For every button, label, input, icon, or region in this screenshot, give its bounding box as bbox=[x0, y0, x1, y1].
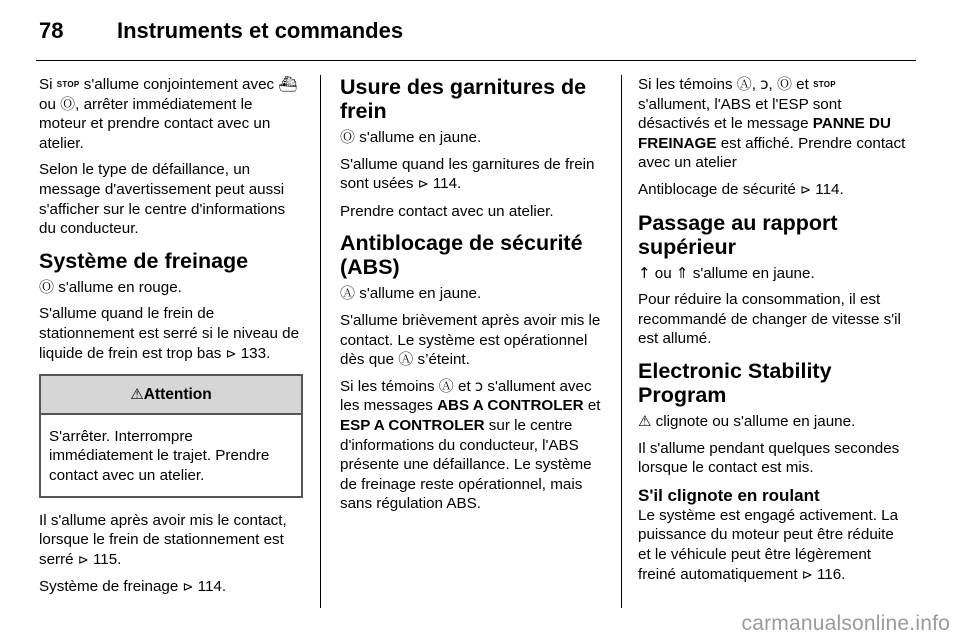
page-ref-icon: ⊳ bbox=[77, 552, 89, 568]
page-ref-icon: ⊳ bbox=[225, 346, 237, 362]
esp-off-icon: ↄ bbox=[760, 75, 769, 93]
paragraph: Système de freinage ⊳ 114. bbox=[39, 578, 227, 596]
watermark: carmanualsonline.info bbox=[741, 612, 950, 635]
heading-upshift: Passage au rapport supérieur bbox=[638, 210, 838, 259]
paragraph: Si les témoins Ⓐ et ↄ s'allument avec les messages ABS A CONTROLER et ESP A CONTROLER sur le centre d'informations du conducteur, l'ABS présente une défaillance. Le système de freinage reste opérationnel, mais sans régulation ABS. bbox=[340, 376, 601, 513]
abs-icon: Ⓐ bbox=[438, 376, 454, 395]
header-rule bbox=[36, 60, 916, 61]
column-1 bbox=[39, 75, 303, 605]
paragraph: S'allume brièvement après avoir mis le contact. Le système est opérationnel dès que Ⓐ s’éteint. bbox=[340, 311, 601, 369]
page-ref-icon: ⊳ bbox=[801, 567, 813, 583]
warning-triangle-icon: ⚠ bbox=[130, 385, 144, 404]
page-title: Instruments et commandes bbox=[117, 18, 404, 43]
column-2 bbox=[340, 75, 606, 521]
paragraph: Le système est engagé activement. La puissance du moteur peut être réduite et le véhicule peut être légèrement freiné automatiquement ⊳ 116. bbox=[638, 506, 899, 583]
page-number: 78 bbox=[39, 18, 64, 43]
attention-body: S'arrêter. Interrompre immédiatement le trajet. Prendre contact avec un atelier. bbox=[49, 427, 270, 484]
page-header bbox=[39, 18, 403, 44]
paragraph: Il s'allume après avoir mis le contact, lorsque le frein de stationnement est serré ⊳ 115. bbox=[39, 511, 287, 568]
paragraph: ↑ ou ⇑ s'allume en jaune. bbox=[638, 263, 815, 282]
attention-header: ⚠Attention bbox=[41, 376, 301, 415]
paragraph: Antiblocage de sécurité ⊳ 114. bbox=[638, 180, 844, 198]
paragraph: Selon le type de défaillance, un message d'avertissement peut aussi s'afficher sur le centre d'informations du conducteur. bbox=[39, 161, 286, 238]
heading-brake-pad-wear: Usure des garnitures de frein bbox=[340, 75, 587, 123]
paragraph: Prendre contact avec un atelier. bbox=[340, 202, 554, 220]
heading-blinking: S'il clignote en roulant bbox=[638, 485, 820, 505]
page-ref-icon: ⊳ bbox=[182, 580, 194, 596]
paragraph: S'allume quand les garnitures de frein sont usées ⊳ 114. bbox=[340, 155, 595, 193]
heading-brake-system: Système de freinage bbox=[39, 248, 249, 273]
brake-warning-icon: Ⓞ bbox=[39, 277, 55, 296]
attention-box bbox=[39, 374, 303, 497]
heading-abs: Antiblocage de sécurité (ABS) bbox=[340, 231, 583, 280]
paragraph: Ⓞ s'allume en jaune. bbox=[340, 128, 482, 146]
brake-pad-icon: Ⓞ bbox=[340, 128, 356, 146]
abs-icon: Ⓐ bbox=[398, 350, 414, 369]
column-divider-1 bbox=[320, 75, 321, 608]
heading-esp: Electronic Stability Program bbox=[638, 358, 832, 407]
paragraph: Ⓐ s'allume en jaune. bbox=[340, 284, 482, 303]
engine-warning-icon: ⛴ bbox=[278, 75, 298, 93]
paragraph: Ⓞ s'allume en rouge. bbox=[39, 277, 182, 296]
column-divider-2 bbox=[621, 75, 622, 608]
page-ref-icon: ⊳ bbox=[417, 177, 429, 193]
paragraph: Pour réduire la consommation, il est recommandé de changer de vitesse s'il est allumé. bbox=[638, 291, 901, 348]
stop-icon: STOP bbox=[813, 80, 836, 89]
abs-icon: Ⓐ bbox=[340, 284, 356, 303]
double-upshift-icon: ⇑ bbox=[675, 263, 689, 282]
paragraph: Si STOP s'allume conjointement avec ⛴ ou Ⓞ, arrêter immédiatement le moteur et prendre contact avec un atelier. bbox=[39, 75, 298, 152]
esp-off-icon: ↄ bbox=[474, 376, 484, 395]
page-ref-icon: ⊳ bbox=[800, 182, 812, 198]
column-3 bbox=[638, 75, 906, 592]
paragraph: Il s'allume pendant quelques secondes lorsque le contact est mis. bbox=[638, 439, 900, 477]
abs-icon: Ⓐ bbox=[736, 75, 752, 93]
upshift-icon: ↑ bbox=[638, 263, 651, 282]
paragraph: Si les témoins Ⓐ, ↄ, Ⓞ et STOP s'allument, l'ABS et l'ESP sont désactivés et le message PANNE DU FREINAGE est affiché. Prendre contact avec un atelier bbox=[638, 75, 906, 172]
brake-warning-icon: Ⓞ bbox=[60, 94, 76, 113]
stop-icon: STOP bbox=[56, 80, 80, 89]
esp-icon: ⚠ bbox=[638, 411, 652, 430]
paragraph: S'allume quand le frein de stationnement est serré si le niveau de liquide de frein est trop bas ⊳ 133. bbox=[39, 305, 300, 362]
brake-warning-icon: Ⓞ bbox=[776, 75, 792, 93]
paragraph: ⚠ clignote ou s'allume en jaune. bbox=[638, 411, 856, 430]
